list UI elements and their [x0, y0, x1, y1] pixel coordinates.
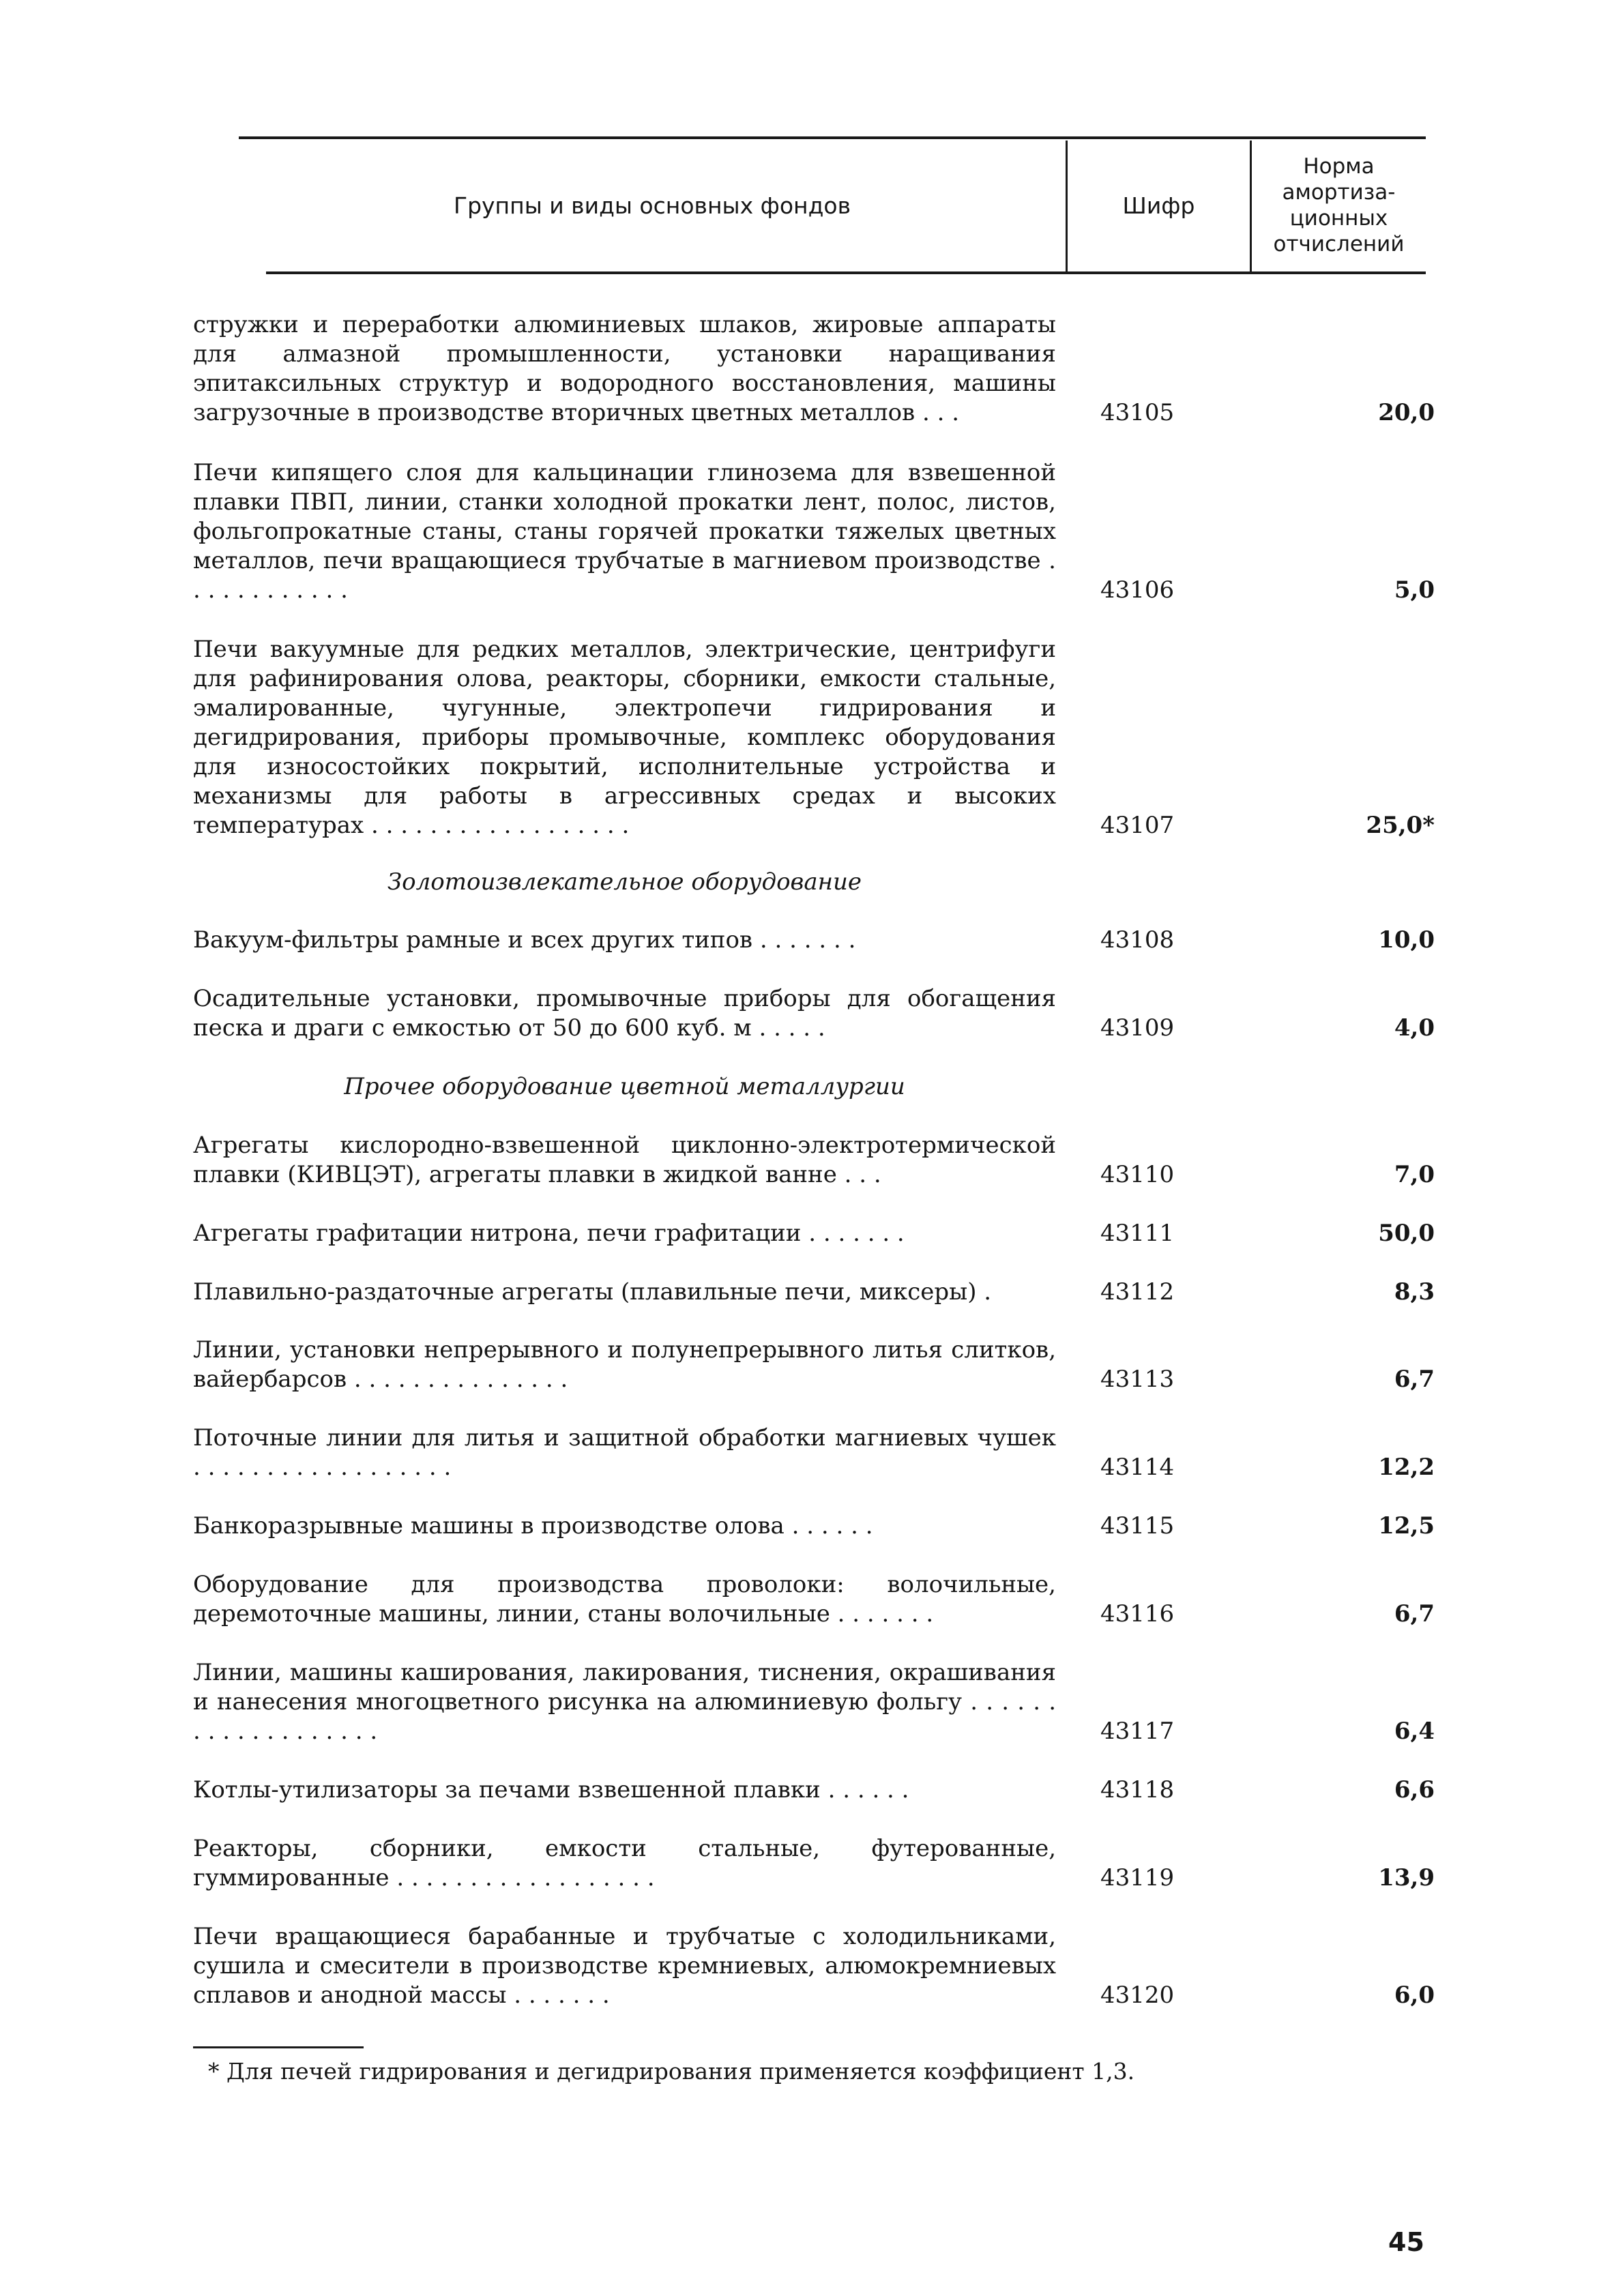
row-code: 43109 [1100, 1014, 1175, 1042]
row-code: 43107 [1100, 812, 1175, 839]
row-rate: 10,0 [1378, 926, 1435, 954]
row-rate: 5,0 [1394, 576, 1435, 604]
table-row [193, 1336, 1435, 1394]
row-code: 43112 [1100, 1278, 1175, 1306]
row-code: 43108 [1100, 926, 1175, 954]
row-code: 43113 [1100, 1366, 1175, 1393]
row-rate: 8,3 [1394, 1278, 1435, 1306]
row-code: 43120 [1100, 1982, 1175, 2009]
row-rate: 13,9 [1378, 1864, 1435, 1892]
header-code: Шифр [1122, 192, 1195, 219]
row-description: Реакторы, сборники, емкости стальные, футерованные, гуммированные . . . . . . . . . . . . . . . . . . [193, 1835, 1056, 1892]
header-rate: Норма амортиза- ционных отчислений [1273, 154, 1405, 256]
row-description: Линии, машины каширования, лакирования, тиснения, окрашивания и нанесения многоцветного рисунка на алюминиевую фольгу . . . . . . . . . . . . . . . . . . . [193, 1659, 1056, 1745]
row-description: Агрегаты графитации нитрона, печи графитации . . . . . . . [193, 1220, 905, 1247]
row-rate: 6,4 [1394, 1718, 1435, 1745]
header-bottom-rule [266, 271, 1426, 274]
table-row [193, 1512, 1435, 1541]
row-rate: 20,0 [1378, 399, 1435, 426]
section-heading: Золотоизвлекательное оборудование [387, 868, 862, 896]
header-groups: Группы и виды основных фондов [453, 192, 851, 219]
row-code: 43114 [1100, 1454, 1175, 1481]
row-description: Оборудование для производства проволоки: волочильные, деремоточные машины, линии, станы волочильные . . . . . . . [193, 1571, 1056, 1628]
row-code: 43119 [1100, 1864, 1175, 1892]
row-description: Поточные линии для литья и защитной обработки магниевых чушек . . . . . . . . . . . . . . . . . . [193, 1424, 1056, 1481]
row-description: Печи вращающиеся барабанные и трубчатые с холодильниками, сушила и смесители в производстве кремниевых, алюмокремниевых сплавов и анодной массы . . . . . . . [193, 1923, 1056, 2009]
table-row [193, 984, 1435, 1043]
row-description: стружки и переработки алюминиевых шлаков, жировые аппараты для алмазной промышленности, установки наращивания эпитаксильных структур и водородного восстановления, машины загрузочные в производстве вторичных цветных металлов . . . [193, 311, 1056, 426]
row-description: Плавильно-раздаточные агрегаты (плавильные печи, миксеры) . [193, 1278, 992, 1306]
table-row [193, 1658, 1435, 1746]
table-row [193, 634, 1435, 840]
section-heading: Прочее оборудование цветной металлургии [344, 1073, 905, 1100]
row-rate: 7,0 [1394, 1161, 1435, 1188]
row-description: Котлы-утилизаторы за печами взвешенной плавки . . . . . . [193, 1776, 909, 1804]
row-code: 43105 [1100, 399, 1175, 426]
row-description: Агрегаты кислородно-взвешенной циклонно-электротермической плавки (КИВЦЭТ), агрегаты плавки в жидкой ванне . . . [193, 1132, 1056, 1188]
row-code: 43118 [1100, 1776, 1175, 1804]
row-code: 43116 [1100, 1600, 1175, 1628]
row-rate: 6,6 [1394, 1776, 1435, 1804]
row-description: Печи кипящего слоя для кальцинации глинозема для взвешенной плавки ПВП, линии, станки холодной прокатки лент, полос, листов, фольгопрокатные станы, станы горячей прокатки тяжелых цветных металлов, печи вращающиеся трубчатые в магниевом производстве . . . . . . . . . . . . [193, 459, 1056, 604]
header-top-rule [239, 136, 1426, 139]
page-number: 45 [1388, 2227, 1424, 2257]
table-row [193, 1424, 1435, 1482]
row-code: 43106 [1100, 576, 1175, 604]
table-row [193, 1131, 1435, 1190]
row-description: Осадительные установки, промывочные приборы для обогащения песка и драги с емкостью от 50 до 600 куб. м . . . . . [193, 985, 1056, 1042]
row-rate: 12,2 [1378, 1454, 1435, 1481]
row-rate: 6,7 [1394, 1600, 1435, 1628]
table-row [193, 1776, 1435, 1805]
row-description: Печи вакуумные для редких металлов, электрические, центрифуги для рафинирования олова, реакторы, сборники, емкости стальные, эмалированные, чугунные, электропечи гидрирования и дегидрирования, приборы промывочные, комплекс оборудования для износостойких покрытий, исполнительные устройства и механизмы для работы в агрессивных средах и высоких температурах . . . . . . . . . . . . . . . . . . [193, 636, 1056, 839]
row-rate: 4,0 [1394, 1014, 1435, 1042]
row-rate: 25,0* [1366, 812, 1435, 839]
row-code: 43111 [1100, 1220, 1175, 1247]
row-rate: 12,5 [1378, 1512, 1435, 1540]
table-row [193, 1278, 1435, 1307]
table-row [193, 1922, 1435, 2010]
row-description: Линии, установки непрерывного и полунепрерывного литья слитков, вайербарсов . . . . . . . . . . . . . . . [193, 1336, 1056, 1393]
table-row [193, 926, 1435, 955]
row-description: Вакуум-фильтры рамные и всех других типов . . . . . . . [193, 926, 856, 954]
row-rate: 6,0 [1394, 1982, 1435, 2009]
table-header [239, 136, 1426, 276]
row-rate: 50,0 [1378, 1220, 1435, 1247]
row-code: 43117 [1100, 1718, 1175, 1745]
table-row [193, 310, 1435, 428]
row-code: 43110 [1100, 1161, 1175, 1188]
row-code: 43115 [1100, 1512, 1175, 1540]
table-row [193, 1834, 1435, 1893]
table-row [193, 458, 1435, 605]
footnote: * Для печей гидрирования и дегидрирования применяется коэффициент 1,3. [208, 2058, 1135, 2085]
row-description: Банкоразрывные машины в производстве олова . . . . . . [193, 1512, 873, 1540]
footnote-rule [193, 2046, 364, 2048]
table-row [193, 1570, 1435, 1629]
row-rate: 6,7 [1394, 1366, 1435, 1393]
table-row [193, 1219, 1435, 1248]
